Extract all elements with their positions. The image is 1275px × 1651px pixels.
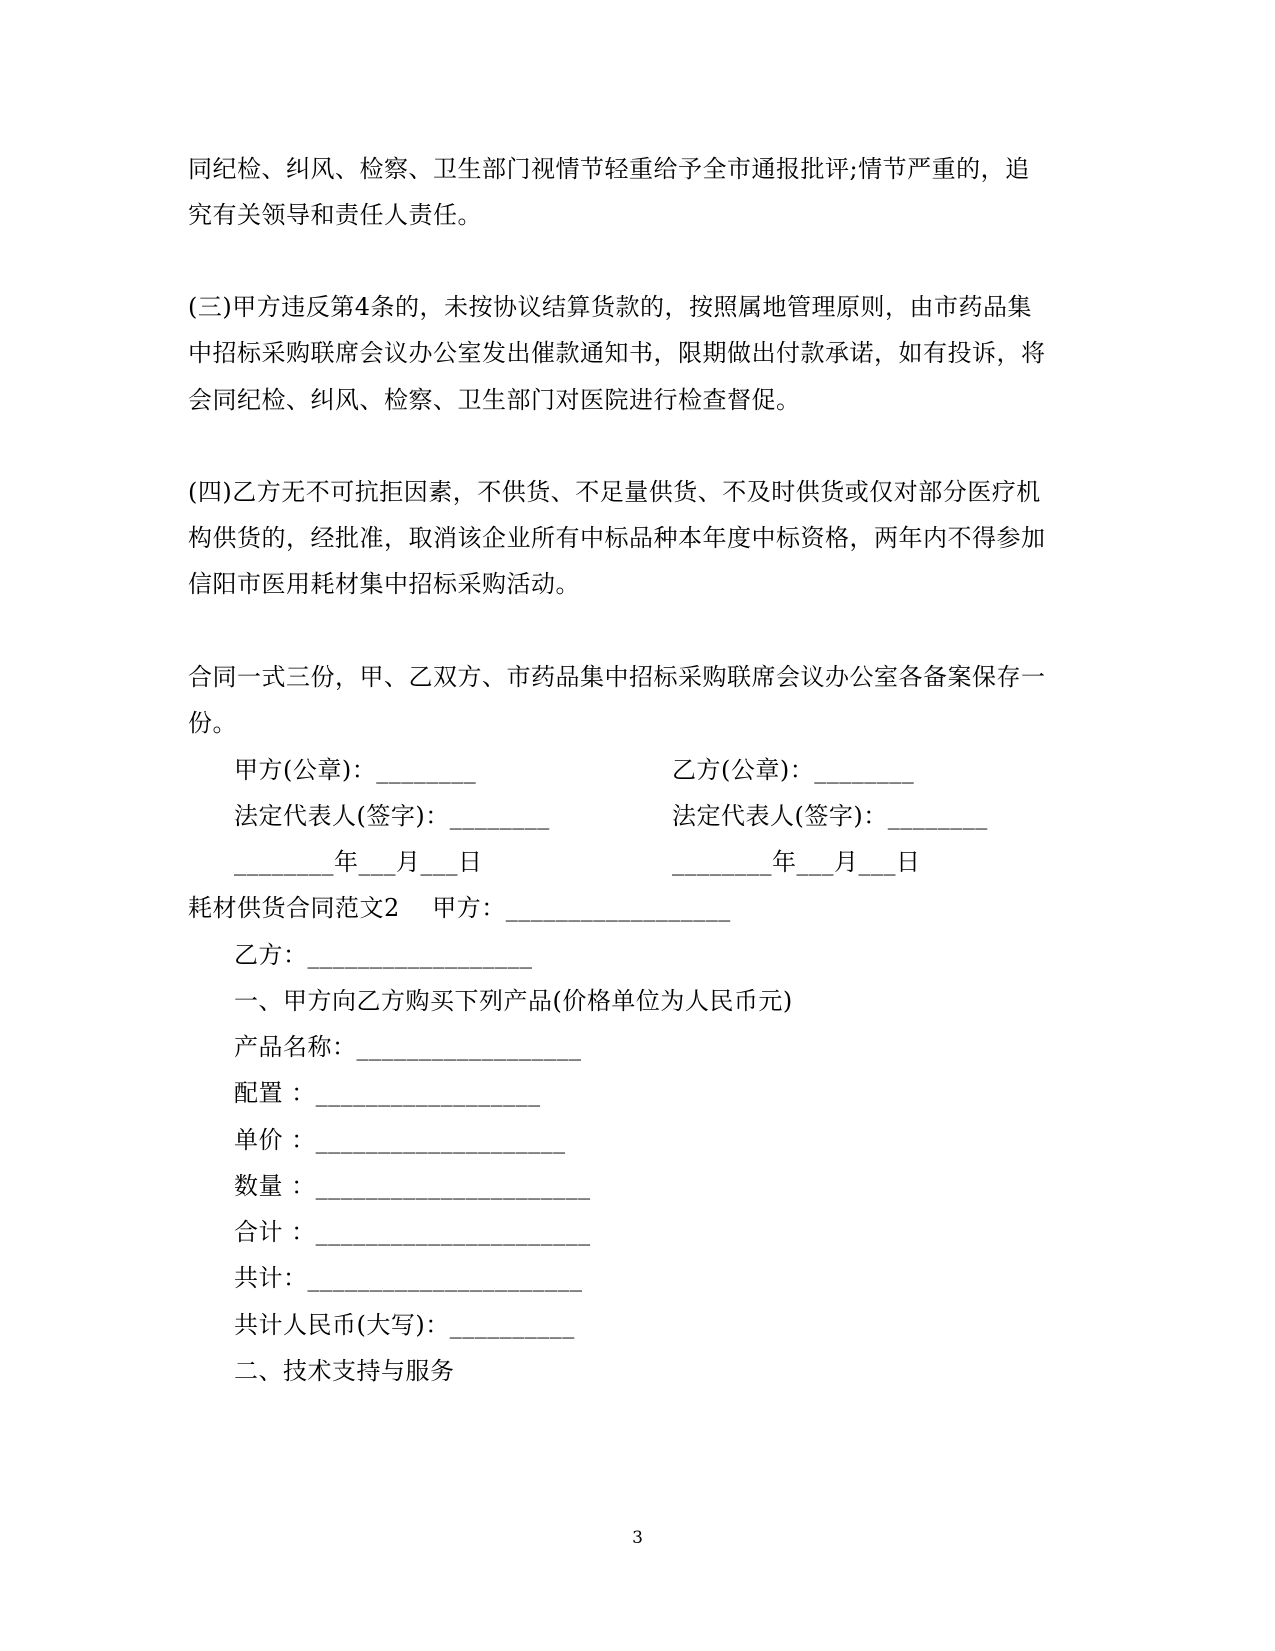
subtotal-field: 合计 ：______________________	[234, 1218, 591, 1246]
paragraph-1-line-1: 同纪检、纠风、检察、卫生部门视情节轻重给予全市通报批评;情节严重的，追	[188, 155, 1030, 183]
config-field: 配置 ：__________________	[234, 1079, 541, 1107]
contract-2-title-line: 耗材供货合同范文2 甲方：__________________	[188, 894, 731, 922]
paragraph-2-line-2: 中招标采购联席会议办公室发出催款通知书，限期做出付款承诺，如有投诉，将	[188, 339, 1046, 367]
party-a-date-field: ________年___月___日	[234, 848, 483, 876]
section-1-heading: 一、甲方向乙方购买下列产品(价格单位为人民币元)	[234, 987, 793, 1015]
paragraph-1-line-2: 究有关领导和责任人责任。	[188, 201, 482, 229]
page-number: 3	[632, 1528, 643, 1548]
paragraph-4-line-1: 合同一式三份，甲、乙双方、市药品集中招标采购联席会议办公室各备案保存一	[188, 663, 1046, 691]
quantity-field: 数量 ：______________________	[234, 1172, 591, 1200]
paragraph-4-line-2: 份。	[188, 709, 237, 737]
paragraph-3-line-1: (四)乙方无不可抗拒因素，不供货、不足量供货、不及时供货或仅对部分医疗机	[188, 478, 1041, 506]
section-2-heading: 二、技术支持与服务	[234, 1357, 455, 1385]
party-b-representative-field: 法定代表人(签字)：________	[672, 802, 988, 830]
paragraph-3-line-3: 信阳市医用耗材集中招标采购活动。	[188, 570, 580, 598]
product-name-field: 产品名称：__________________	[234, 1033, 582, 1061]
total-field: 共计：______________________	[234, 1264, 583, 1292]
party-a-seal-field: 甲方(公章)：________	[234, 756, 477, 784]
total-rmb-field: 共计人民币(大写)：__________	[234, 1311, 575, 1339]
paragraph-2-line-1: (三)甲方违反第4条的，未按协议结算货款的，按照属地管理原则，由市药品集	[188, 293, 1032, 321]
party-b-date-field: ________年___月___日	[672, 848, 921, 876]
paragraph-2-line-3: 会同纪检、纠风、检察、卫生部门对医院进行检查督促。	[188, 386, 801, 414]
unit-price-field: 单价 ：____________________	[234, 1126, 566, 1154]
paragraph-3-line-2: 构供货的，经批准，取消该企业所有中标品种本年度中标资格，两年内不得参加	[188, 524, 1046, 552]
party-a-representative-field: 法定代表人(签字)：________	[234, 802, 550, 830]
contract-2-party-b-field: 乙方：__________________	[234, 941, 533, 969]
party-b-seal-field: 乙方(公章)：________	[672, 756, 915, 784]
